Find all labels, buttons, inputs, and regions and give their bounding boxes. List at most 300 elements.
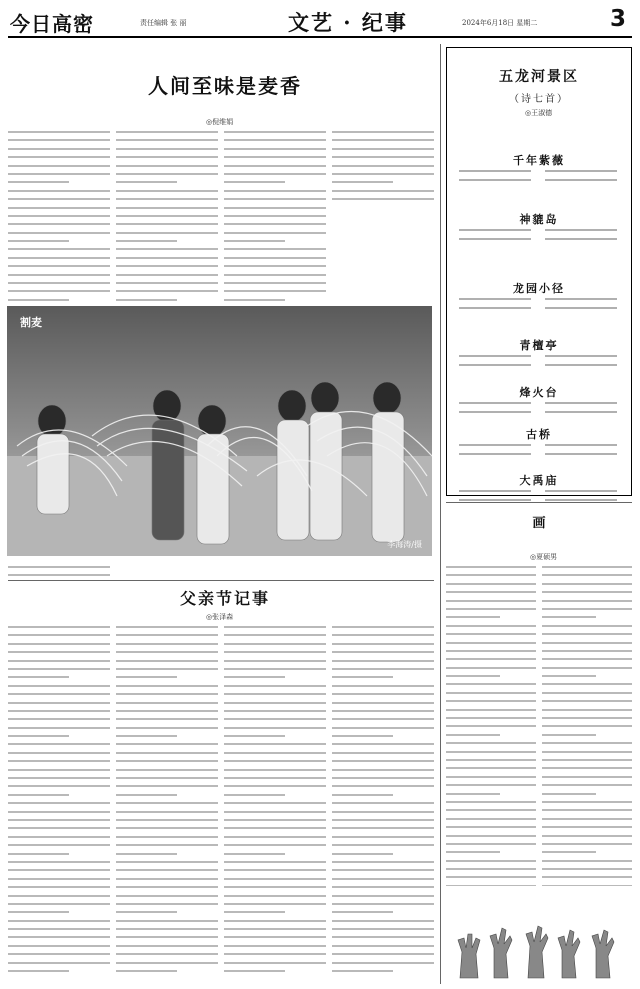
text-line [332,643,434,645]
text-line [116,131,218,133]
text-line [332,710,434,712]
text-line [116,827,218,829]
text-line [224,240,285,242]
father-text-col-4 [332,626,434,978]
text-line [224,660,326,662]
text-line [224,299,285,301]
text-line [116,962,218,964]
text-line [8,853,69,855]
text-line [332,181,393,183]
text-line [116,173,218,175]
text-line [8,148,110,150]
text-line [116,760,218,762]
text-line [224,970,285,972]
text-line [332,693,434,695]
text-line [116,769,218,771]
text-line [8,836,110,838]
poem-verse-line [545,490,617,492]
text-line [116,743,218,745]
text-line [116,710,218,712]
painting-text-col-2 [542,566,632,886]
text-line [116,836,218,838]
text-line [542,843,632,845]
text-line [8,685,110,687]
poem-verse-line [545,402,617,404]
text-line [224,139,326,141]
text-line [332,886,434,888]
text-line [8,953,110,955]
text-line [542,759,632,761]
text-line [446,700,536,702]
text-line [542,776,632,778]
text-line [116,299,177,301]
text-line [332,743,434,745]
poem-verse-line [545,453,617,455]
text-line [116,945,218,947]
text-line [542,809,632,811]
text-line [8,676,69,678]
text-line [224,668,326,670]
text-line [116,282,218,284]
text-line [224,836,326,838]
poem-title: 五龙河景区 [499,69,579,85]
text-line [116,752,218,754]
text-line [332,198,434,200]
text-line [224,777,326,779]
text-line [8,869,110,871]
text-line [332,861,434,863]
text-line [8,165,110,167]
text-line [8,232,110,234]
text-line [116,920,218,922]
text-line [8,760,110,762]
text-line [8,139,110,141]
text-line [332,811,434,813]
text-line [116,953,218,955]
text-line [8,970,69,972]
poem-verse-line [459,229,531,231]
text-line [332,760,434,762]
text-line [332,962,434,964]
wheat-text-col-4 [332,131,434,206]
text-line [8,651,110,653]
father-article-title: 父亲节记事 [179,589,270,608]
text-line [8,668,110,670]
text-line [8,190,110,192]
text-line [332,769,434,771]
text-line [332,869,434,871]
text-line [446,776,536,778]
text-line [116,928,218,930]
text-line [446,633,536,635]
text-line [8,794,69,796]
text-line [224,207,326,209]
text-line [542,767,632,769]
text-line [224,215,326,217]
text-line [446,600,536,602]
wheat-text-col-2 [116,131,218,301]
text-line [116,903,218,905]
wheat-text-col-1 [8,131,110,301]
text-line [446,742,536,744]
text-line [8,936,110,938]
text-line [116,139,218,141]
text-line [542,675,596,677]
poem-verse-line [459,499,531,501]
text-line [332,945,434,947]
text-line [224,148,326,150]
text-line [224,878,326,880]
text-line [332,668,434,670]
text-line [116,274,218,276]
poem-verse-line [545,499,617,501]
text-line [116,148,218,150]
text-line [116,668,218,670]
text-line [542,885,632,886]
text-line [8,702,110,704]
text-line [542,650,632,652]
text-line [8,777,110,779]
text-line [8,718,110,720]
text-line [332,844,434,846]
section-title: 文艺 · 纪事 [288,10,408,35]
text-line [116,970,177,972]
wheat-article-byline: ◎倪维娟 [206,118,234,126]
text-line [224,895,326,897]
text-line [542,642,632,644]
text-line [8,928,110,930]
poem-verse-line [545,298,617,300]
text-line [8,785,110,787]
text-line [446,658,536,660]
text-line [224,181,285,183]
hands-illustration [450,918,630,982]
poem-section-heading: 大禹庙 [519,474,559,487]
text-line [224,844,326,846]
poem-box [446,47,632,496]
text-line [332,685,434,687]
text-line [8,131,110,133]
text-line [116,248,218,250]
text-line [224,190,326,192]
text-line [116,895,218,897]
text-line [224,936,326,938]
text-line [332,970,393,972]
text-line [8,257,110,259]
text-line [224,886,326,888]
text-line [446,767,536,769]
text-line [332,148,434,150]
text-line [224,953,326,955]
sidebar-divider [446,502,632,503]
poem-verse-line [459,298,531,300]
text-line [446,574,536,576]
text-line [8,626,110,628]
text-line [224,903,326,905]
text-line [8,282,110,284]
text-line [446,566,536,568]
text-line [224,693,326,695]
text-line [332,936,434,938]
text-line [332,928,434,930]
text-line [224,794,285,796]
text-line [446,784,536,786]
text-line [542,835,632,837]
text-line [446,734,500,736]
text-line [224,827,326,829]
text-line [542,625,632,627]
text-line [332,190,434,192]
text-line [332,660,434,662]
text-line [224,819,326,821]
text-line [446,835,536,837]
text-line [542,700,632,702]
text-line [116,861,218,863]
text-line [542,717,632,719]
text-line [446,625,536,627]
text-line [446,675,500,677]
text-line [542,725,632,727]
poem-verse-line [459,402,531,404]
poem-verse-line [545,355,617,357]
text-line [224,945,326,947]
text-line [446,868,536,870]
text-line [116,685,218,687]
text-line [8,819,110,821]
text-line [116,265,218,267]
poem-verse-line [545,307,617,309]
editor-line: 责任编辑 张 丽 [140,19,187,27]
wheat-harvest-photo [7,306,432,556]
poem-verse-line [459,307,531,309]
text-line [8,207,110,209]
text-line [116,794,177,796]
text-line [542,667,632,669]
text-line [224,911,285,913]
text-line [8,920,110,922]
text-line [8,265,110,267]
text-line [8,878,110,880]
text-line [8,886,110,888]
text-line [446,616,500,618]
poem-verse-line [459,355,531,357]
text-line [446,818,536,820]
text-line [224,785,326,787]
text-line [116,811,218,813]
text-line [116,936,218,938]
text-line [542,793,596,795]
text-line [332,702,434,704]
text-line [8,903,110,905]
text-line [224,282,326,284]
text-line [332,794,393,796]
text-line [8,660,110,662]
text-line [542,591,632,593]
text-line [8,248,110,250]
text-line [542,818,632,820]
text-line [542,876,632,878]
text-line [332,718,434,720]
text-line [8,769,110,771]
text-line [224,232,326,234]
text-line [224,131,326,133]
text-line [446,583,536,585]
text-line [332,827,434,829]
poem-verse-line [459,179,531,181]
father-text-col-1 [8,626,110,978]
text-line [224,920,326,922]
text-line [224,718,326,720]
text-line [224,928,326,930]
text-line [332,165,434,167]
text-line [542,868,632,870]
text-line [8,173,110,175]
text-line [542,616,596,618]
text-line [224,760,326,762]
text-line [332,139,434,141]
text-line [332,634,434,636]
poem-verse-line [459,444,531,446]
text-line [446,683,536,685]
text-line [446,801,536,803]
poem-section-heading: 青檀亭 [519,339,559,352]
poem-verse-line [459,411,531,413]
text-line [116,651,218,653]
text-line [224,752,326,754]
text-line [8,156,110,158]
text-line [116,693,218,695]
text-line [8,811,110,813]
text-line [224,743,326,745]
text-line [542,574,632,576]
text-line [332,878,434,880]
text-line [224,962,326,964]
text-line [446,591,536,593]
text-line [542,600,632,602]
text-line [332,626,434,628]
text-line [332,802,434,804]
text-line [542,683,632,685]
text-line [224,274,326,276]
text-line [116,215,218,217]
date-line: 2024年6月18日 星期二 [462,19,538,27]
text-line [224,634,326,636]
text-line [542,851,596,853]
text-line [224,861,326,863]
text-line [224,685,326,687]
painting-text-col-1 [446,566,536,886]
text-line [332,836,434,838]
text-line [446,608,536,610]
text-line [332,819,434,821]
text-line [332,727,434,729]
text-line [224,198,326,200]
text-line [116,223,218,225]
text-line [116,853,177,855]
text-line [224,290,326,292]
text-line [332,156,434,158]
text-line [116,878,218,880]
poem-verse-line [459,170,531,172]
text-line [116,165,218,167]
text-line [542,860,632,862]
text-line [224,156,326,158]
photo-label: 割麦 [20,316,42,329]
text-line [332,676,393,678]
text-line [8,945,110,947]
text-line [542,801,632,803]
text-line [116,190,218,192]
text-line [224,265,326,267]
text-line [542,566,632,568]
text-line [446,642,536,644]
text-line [116,911,177,913]
text-line [8,911,69,913]
text-line [332,903,434,905]
text-line [116,735,177,737]
text-line [8,634,110,636]
text-line [8,240,69,242]
text-line [116,785,218,787]
text-line [542,608,632,610]
text-line [8,198,110,200]
text-line [332,785,434,787]
poem-verse-line [545,238,617,240]
text-line [446,692,536,694]
text-line [446,725,536,727]
text-line [116,886,218,888]
text-line [332,953,434,955]
text-line [224,248,326,250]
text-line [116,727,218,729]
column-divider [440,44,441,984]
text-line [8,566,110,568]
text-line [332,131,434,133]
poem-section-heading: 烽火台 [519,386,559,399]
photo-image [7,306,432,556]
text-line [224,643,326,645]
poem-byline: ◎王淑德 [525,109,553,117]
text-line [116,290,218,292]
poem-section-heading: 千年紫薇 [513,154,565,167]
text-line [542,583,632,585]
text-line [542,734,596,736]
text-line [116,676,177,678]
text-line [332,173,434,175]
text-line [332,777,434,779]
text-line [116,718,218,720]
text-line [446,759,536,761]
text-line [8,844,110,846]
text-line [116,819,218,821]
text-line [542,692,632,694]
paper-name: 今日高密 [10,12,94,36]
text-line [446,843,536,845]
text-line [8,215,110,217]
father-article-byline: ◎张泽森 [206,613,234,621]
poem-verse-line [459,364,531,366]
text-line [446,751,536,753]
text-line [116,702,218,704]
text-line [116,181,177,183]
text-line [224,676,285,678]
text-line [446,860,536,862]
text-line [542,633,632,635]
poem-verse-line [459,238,531,240]
text-line [8,181,69,183]
poem-verse-line [545,444,617,446]
painting-article-byline: ◎夏硕男 [530,553,558,561]
